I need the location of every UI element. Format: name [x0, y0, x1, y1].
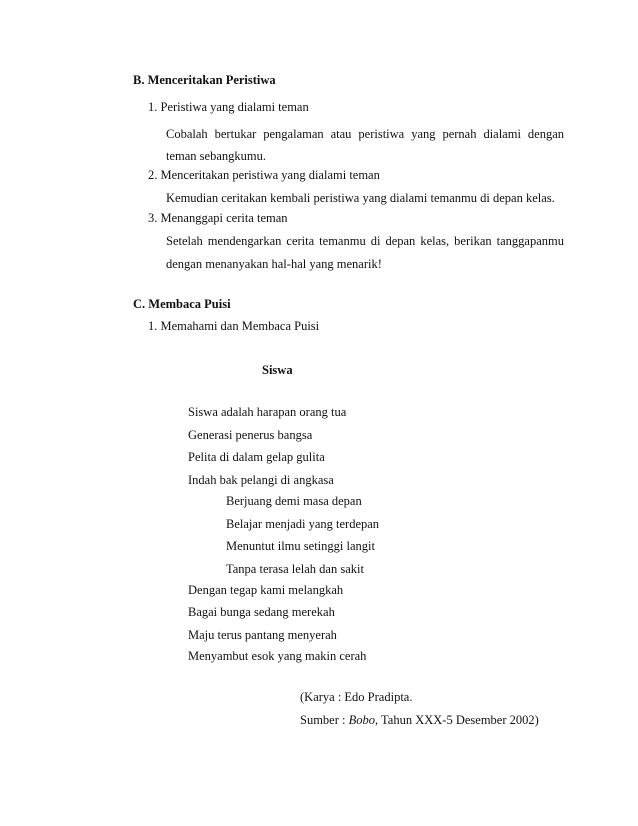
poem-line: Berjuang demi masa depan: [226, 494, 362, 508]
poem-line: Menyambut esok yang makin cerah: [188, 649, 367, 663]
section-b-item3-text-line2: dengan menanyakan hal-hal yang menarik!: [166, 257, 382, 271]
poem-line: Belajar menjadi yang terdepan: [226, 517, 380, 531]
poem-line: Maju terus pantang menyerah: [188, 628, 337, 642]
section-b-heading: B. Menceritakan Peristiwa: [133, 73, 276, 87]
section-b-item3-title: 3. Menanggapi cerita teman: [148, 211, 288, 225]
poem-line: Siswa adalah harapan orang tua: [188, 405, 347, 419]
source-suffix: , Tahun XXX-5 Desember 2002): [375, 713, 539, 727]
poem-line: Generasi penerus bangsa: [188, 428, 313, 442]
poem-line: Menuntut ilmu setinggi langit: [226, 539, 375, 553]
section-c-item1-title: 1. Memahami dan Membaca Puisi: [148, 319, 320, 333]
poem-title: Siswa: [262, 363, 293, 377]
poem-credit-author: (Karya : Edo Pradipta.: [300, 690, 413, 704]
section-b-item2-title: 2. Menceritakan peristiwa yang dialami teman: [148, 168, 380, 182]
section-c-heading: C. Membaca Puisi: [133, 297, 231, 311]
section-b-item1-text-line1: Cobalah bertukar pengalaman atau peristiwa yang pernah dialami dengan: [166, 127, 564, 141]
section-b-item3-text-line1: Setelah mendengarkan cerita temanmu di depan kelas, berikan tanggapanmu: [166, 234, 564, 248]
source-prefix: Sumber :: [300, 713, 349, 727]
poem-line: Dengan tegap kami melangkah: [188, 583, 344, 597]
section-b-item2-text-line1: Kemudian ceritakan kembali peristiwa yang dialami temanmu di depan kelas.: [166, 191, 555, 205]
section-b-item1-title: 1. Peristiwa yang dialami teman: [148, 100, 309, 114]
poem-line: Bagai bunga sedang merekah: [188, 605, 335, 619]
poem-line: Indah bak pelangi di angkasa: [188, 473, 334, 487]
source-magazine: Bobo: [348, 713, 375, 727]
poem-line: Tanpa terasa lelah dan sakit: [226, 562, 364, 576]
poem-credit-source: [300, 712, 539, 728]
poem-line: Pelita di dalam gelap gulita: [188, 450, 325, 464]
section-b-item1-text-line2: teman sebangkumu.: [166, 149, 266, 163]
